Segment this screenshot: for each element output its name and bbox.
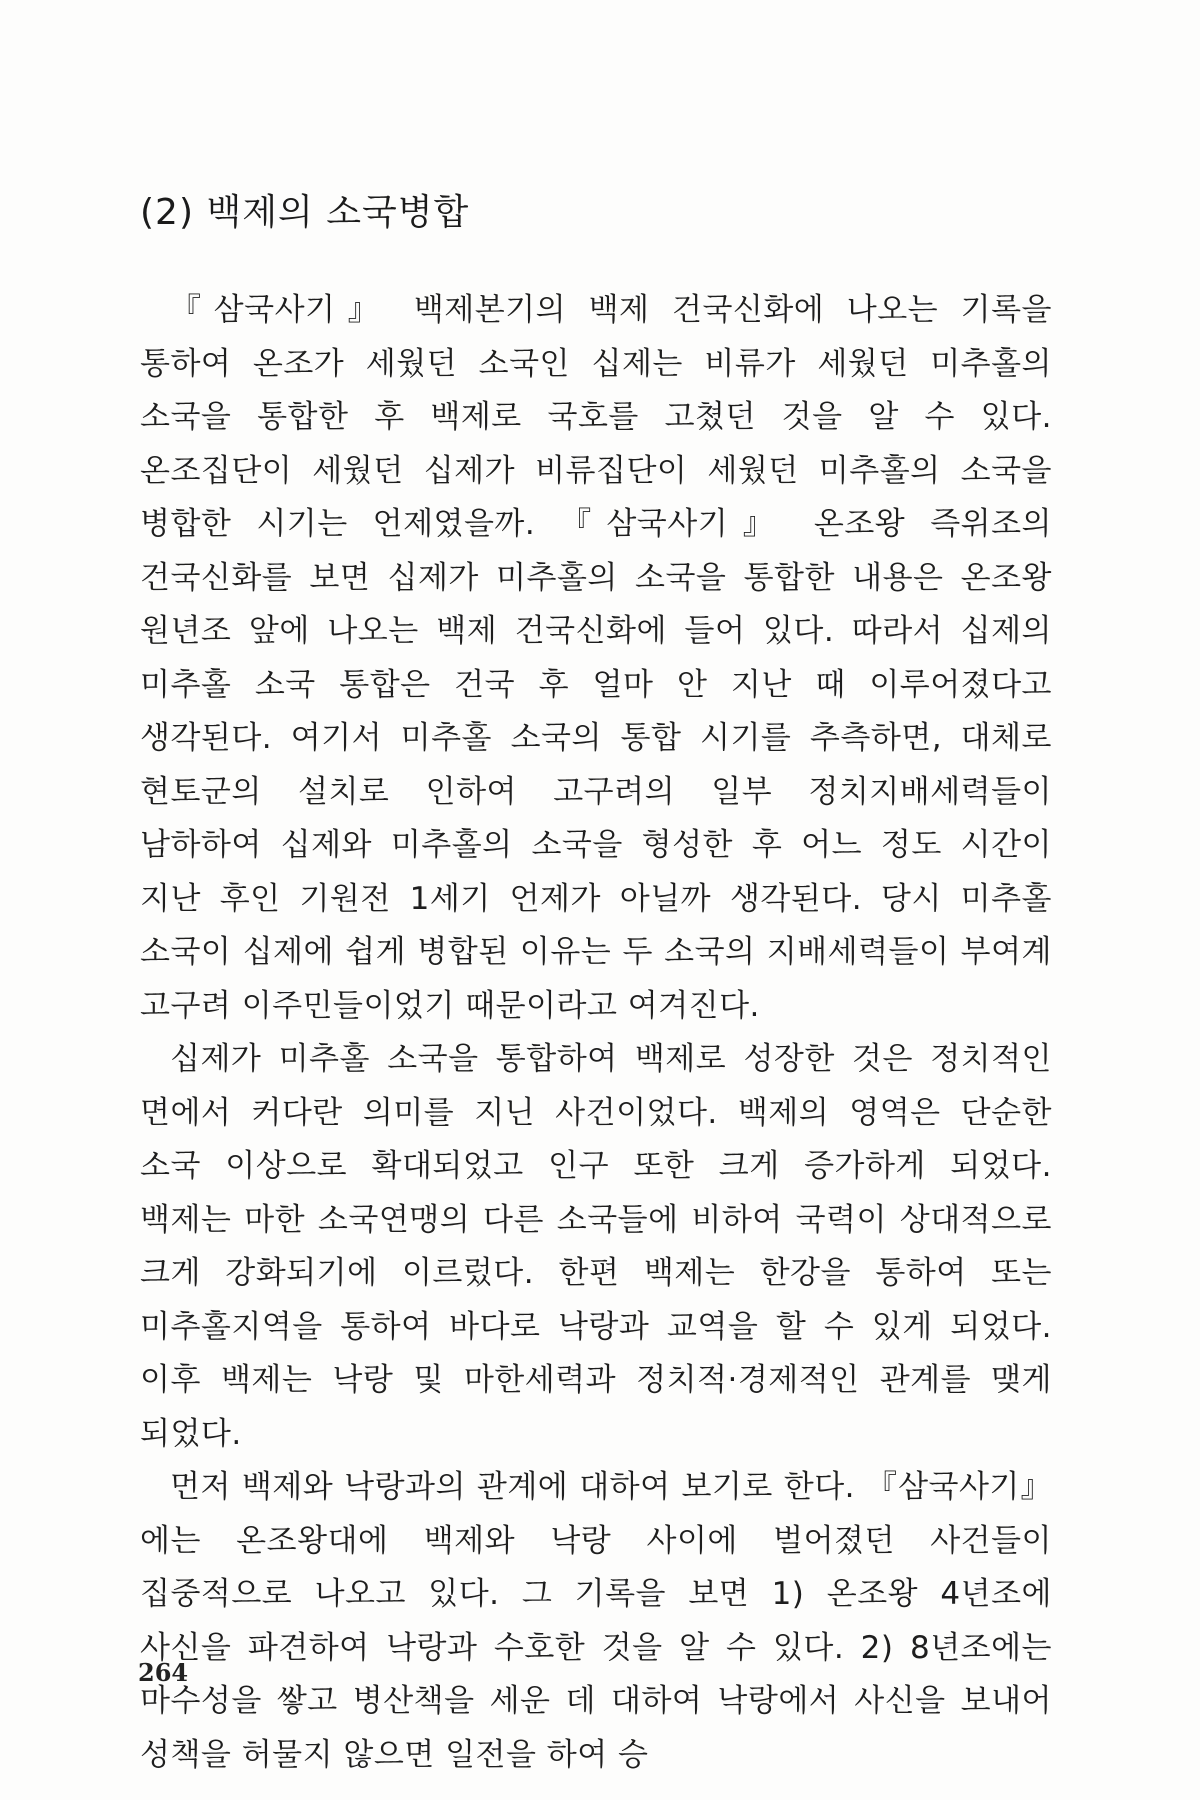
paragraph-2: 십제가 미추홀 소국을 통합하여 백제로 성장한 것은 정치적인 면에서 커다란 의미를 지닌 사건이었다. 백제의 영역은 단순한 소국 이상으로 확대되었고 인구 또한 크게 증가하게 되었다. 백제는 마한 소국연맹의 다른 소국들에 비하여 국력이 상대적으로 크게 강화되기에 이르렀다. 한편 백제는 한강을 통하여 또는 미추홀지역을 통하여 바다로 낙랑과 교역을 할 수 있게 되었다. 이후 백제는 낙랑 및 마한세력과 정치적·경제적인 관계를 맺게 되었다. (140, 1041, 1052, 1452)
paragraph-1: 『삼국사기』 백제본기의 백제 건국신화에 나오는 기록을 통하여 온조가 세웠던 소국인 십제는 비류가 세웠던 미추홀의 소국을 통합한 후 백제로 국호를 고쳤던 것을 알 수 있다. 온조집단이 세웠던 십제가 비류집단이 세웠던 미추홀의 소국을 병합한 시기는 언제였을까. 『삼국사기』 온조왕 즉위조의 건국신화를 보면 십제가 미추홀의 소국을 통합한 내용은 온조왕 원년조 앞에 나오는 백제 건국신화에 들어 있다. 따라서 십제의 미추홀 소국 통합은 건국 후 얼마 안 지난 때 이루어졌다고 생각된다. 여기서 미추홀 소국의 통합 시기를 추측하면, 대체로 현토군의 설치로 인하여 고구려의 일부 정치지배세력들이 남하하여 십제와 미추홀의 소국을 형성한 후 어느 정도 시간이 지난 후인 기원전 1세기 언제가 아닐까 생각된다. 당시 미추홀 소국이 십제에 쉽게 병합된 이유는 두 소국의 지배세력들이 부여계 고구려 이주민들이었기 때문이라고 여겨진다. (140, 292, 1052, 1024)
paragraph-3: 먼저 백제와 낙랑과의 관계에 대하여 보기로 한다. 『삼국사기』에는 온조왕대에 백제와 낙랑 사이에 벌어졌던 사건들이 집중적으로 나오고 있다. 그 기록을 보면 1) 온조왕 4년조에 사신을 파견하여 낙랑과 수호한 것을 알 수 있다. 2) 8년조에는 마수성을 쌓고 병산책을 세운 데 대하여 낙랑에서 사신을 보내어 성책을 허물지 않으면 일전을 하여 승 (140, 1469, 1052, 1773)
page-number: 264 (138, 1658, 189, 1687)
section-heading: (2) 백제의 소국병합 (140, 192, 470, 233)
body-text (140, 284, 1052, 1782)
